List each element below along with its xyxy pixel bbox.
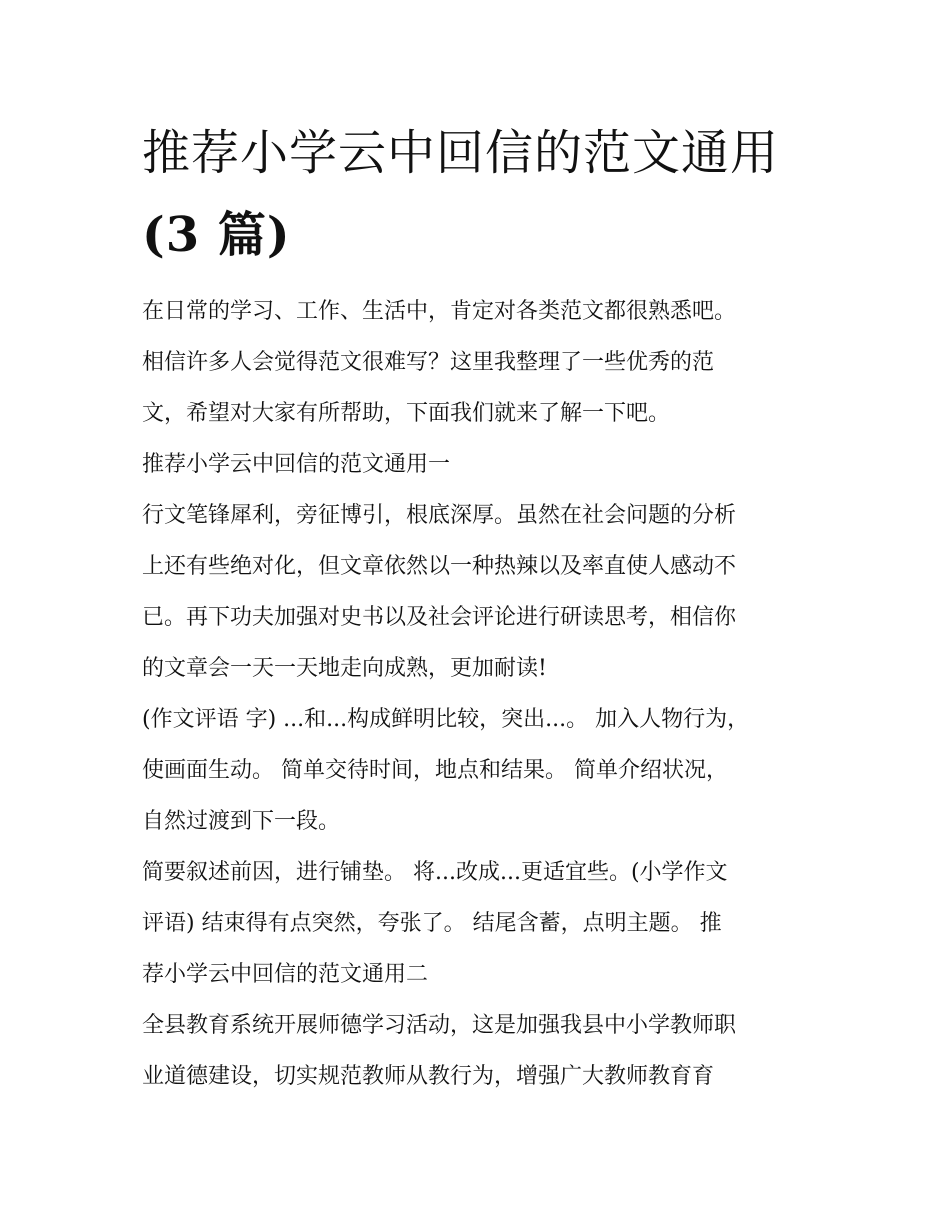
body-paragraph: 行文笔锋犀利，旁征博引，根底深厚。虽然在社会问题的分析 上还有些绝对化，但文章依然以一种热辣以及率直使人感动不 已。再下功夫加强对史书以及社会评论进行研读思考，相信你 的文章会一天一天地走向成熟，更加耐读!	[142, 503, 737, 681]
body-paragraph: 全县教育系统开展师德学习活动，这是加强我县中小学教师职 业道德建设，切实规范教师从教行为，增强广大教师教育育	[142, 1013, 737, 1089]
title-line-1: 推荐小学云中回信的范文通用	[142, 125, 780, 181]
intro-paragraph: 在日常的学习、工作、生活中，肯定对各类范文都很熟悉吧。 相信许多人会觉得范文很难写？这里我整理了一些优秀的范 文，希望对大家有所帮助，下面我们就来了解一下吧。	[142, 299, 737, 426]
section-heading-1: 推荐小学云中回信的范文通用一	[142, 452, 451, 477]
body-paragraph: (作文评语 字) ...和...构成鲜明比较，突出...。 加入人物行为， 使画面生动。 简单交待时间，地点和结果。 简单介绍状况， 自然过渡到下一段。	[142, 707, 750, 834]
title-block	[142, 112, 822, 276]
document-page	[142, 112, 822, 1102]
document-title	[142, 112, 822, 276]
title-line-2: (3 篇)	[142, 207, 291, 263]
body-paragraph: 简要叙述前因，进行铺垫。 将...改成...更适宜些。(小学作文 评语) 结束得有点突然，夸张了。 结尾含蓄，点明主题。 推 荐小学云中回信的范文通用二	[142, 860, 728, 987]
